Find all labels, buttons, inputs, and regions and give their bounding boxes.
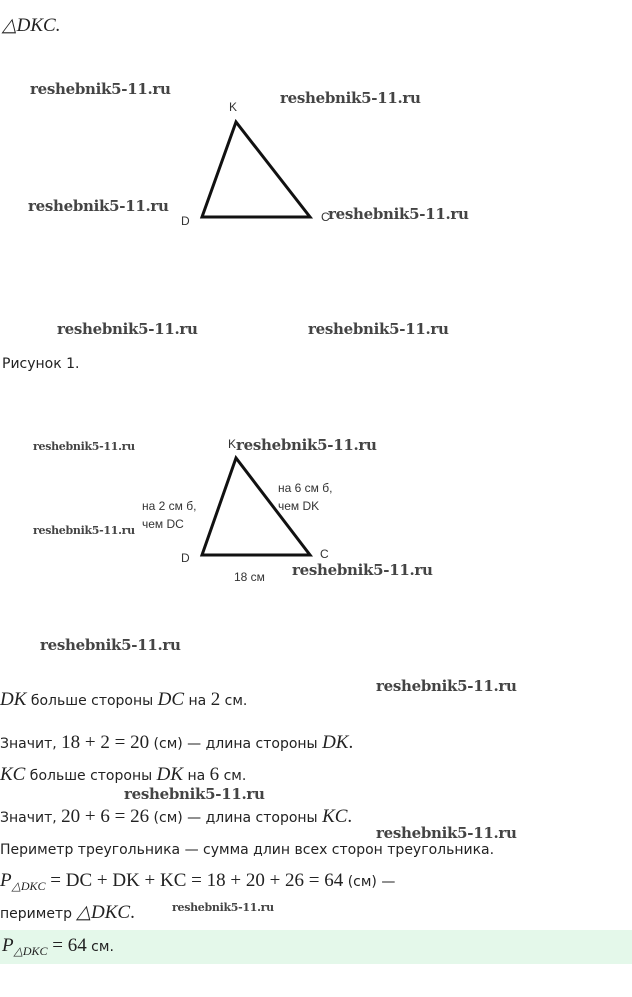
text: см. <box>220 693 248 709</box>
math-dk: DK <box>156 764 184 785</box>
math-number: 2 <box>210 689 221 710</box>
watermark: reshebnik5-11.ru <box>236 436 377 454</box>
math-expression: = 64 <box>47 935 87 956</box>
math-p: P <box>0 870 12 891</box>
vertex-k-label: K <box>229 100 238 114</box>
vertex-k-label: K <box>228 437 237 451</box>
watermark: reshebnik5-11.ru <box>124 785 265 803</box>
triangle-dkc-shape <box>202 122 310 217</box>
text: (см) — длина стороны <box>149 736 323 752</box>
math-dk: DK <box>322 732 349 753</box>
math-kc: KC <box>0 764 26 785</box>
solution-line-4 <box>0 806 352 828</box>
solution-line-5: Периметр треугольника — сумма длин всех сторон треугольника. <box>0 842 495 858</box>
triangle-name: DKC <box>16 15 56 36</box>
side-dc-label: 18 см <box>234 570 265 584</box>
side-kc-label-line2: чем DK <box>278 499 320 513</box>
text: (см) — <box>343 874 396 890</box>
vertex-c-label: C <box>320 547 329 561</box>
solution-line-2 <box>0 732 353 754</box>
answer-line <box>2 935 114 959</box>
solution-line-6 <box>0 870 395 894</box>
text: на <box>183 768 210 784</box>
watermark: reshebnik5-11.ru <box>172 901 274 914</box>
text: Значит, <box>0 810 62 826</box>
text: см. <box>219 768 247 784</box>
vertex-d-label: D <box>181 551 190 565</box>
watermark: reshebnik5-11.ru <box>376 677 517 695</box>
text: больше стороны <box>25 768 157 784</box>
math-expression: 20 + 6 = 26 <box>61 806 150 827</box>
answer-box <box>0 930 632 964</box>
figure1-caption: Рисунок 1. <box>2 356 80 372</box>
math-triangle-dkc: △DKC <box>76 902 131 923</box>
math-dc: DC <box>157 689 185 710</box>
math-subscript: △DKC <box>13 944 48 959</box>
math-expression: 18 + 2 = 20 <box>61 732 150 753</box>
watermark: reshebnik5-11.ru <box>308 320 449 338</box>
solution-line-3 <box>0 764 246 786</box>
watermark: reshebnik5-11.ru <box>280 89 421 107</box>
math-expression: = DC + DK + KC = 18 + 20 + 26 = 64 <box>45 870 344 891</box>
text: больше стороны <box>26 693 158 709</box>
text: (см) — длина стороны <box>149 810 323 826</box>
side-kc-label-line1: на 6 см б, <box>278 481 333 495</box>
period: . <box>347 806 353 827</box>
math-dk: DK <box>0 689 27 710</box>
math-subscript: △DKC <box>11 879 46 894</box>
figure1-triangle <box>0 95 632 245</box>
header-period: . <box>55 15 61 36</box>
watermark: reshebnik5-11.ru <box>57 320 198 338</box>
watermark: reshebnik5-11.ru <box>33 440 135 453</box>
watermark: reshebnik5-11.ru <box>33 524 135 537</box>
watermark: reshebnik5-11.ru <box>376 824 517 842</box>
solution-line-1 <box>0 689 247 711</box>
vertex-c-label: C <box>321 210 330 224</box>
side-dk-label-line2: чем DC <box>142 517 184 531</box>
solution-line-7 <box>0 901 135 924</box>
watermark: reshebnik5-11.ru <box>40 636 181 654</box>
math-kc: KC <box>322 806 348 827</box>
header-title <box>2 14 60 37</box>
text: см. <box>86 939 114 955</box>
math-number: 6 <box>209 764 220 785</box>
side-dk-label-line1: на 2 см б, <box>142 499 197 513</box>
vertex-d-label: D <box>181 214 190 228</box>
period: . <box>130 902 135 923</box>
watermark: reshebnik5-11.ru <box>28 197 169 215</box>
watermark: reshebnik5-11.ru <box>30 80 171 98</box>
triangle-symbol: △ <box>2 15 17 36</box>
math-p: P <box>2 935 14 956</box>
watermark: reshebnik5-11.ru <box>292 561 433 579</box>
text: периметр <box>0 906 77 922</box>
text: на <box>184 693 211 709</box>
period: . <box>348 732 354 753</box>
text: Значит, <box>0 736 62 752</box>
watermark: reshebnik5-11.ru <box>328 205 469 223</box>
